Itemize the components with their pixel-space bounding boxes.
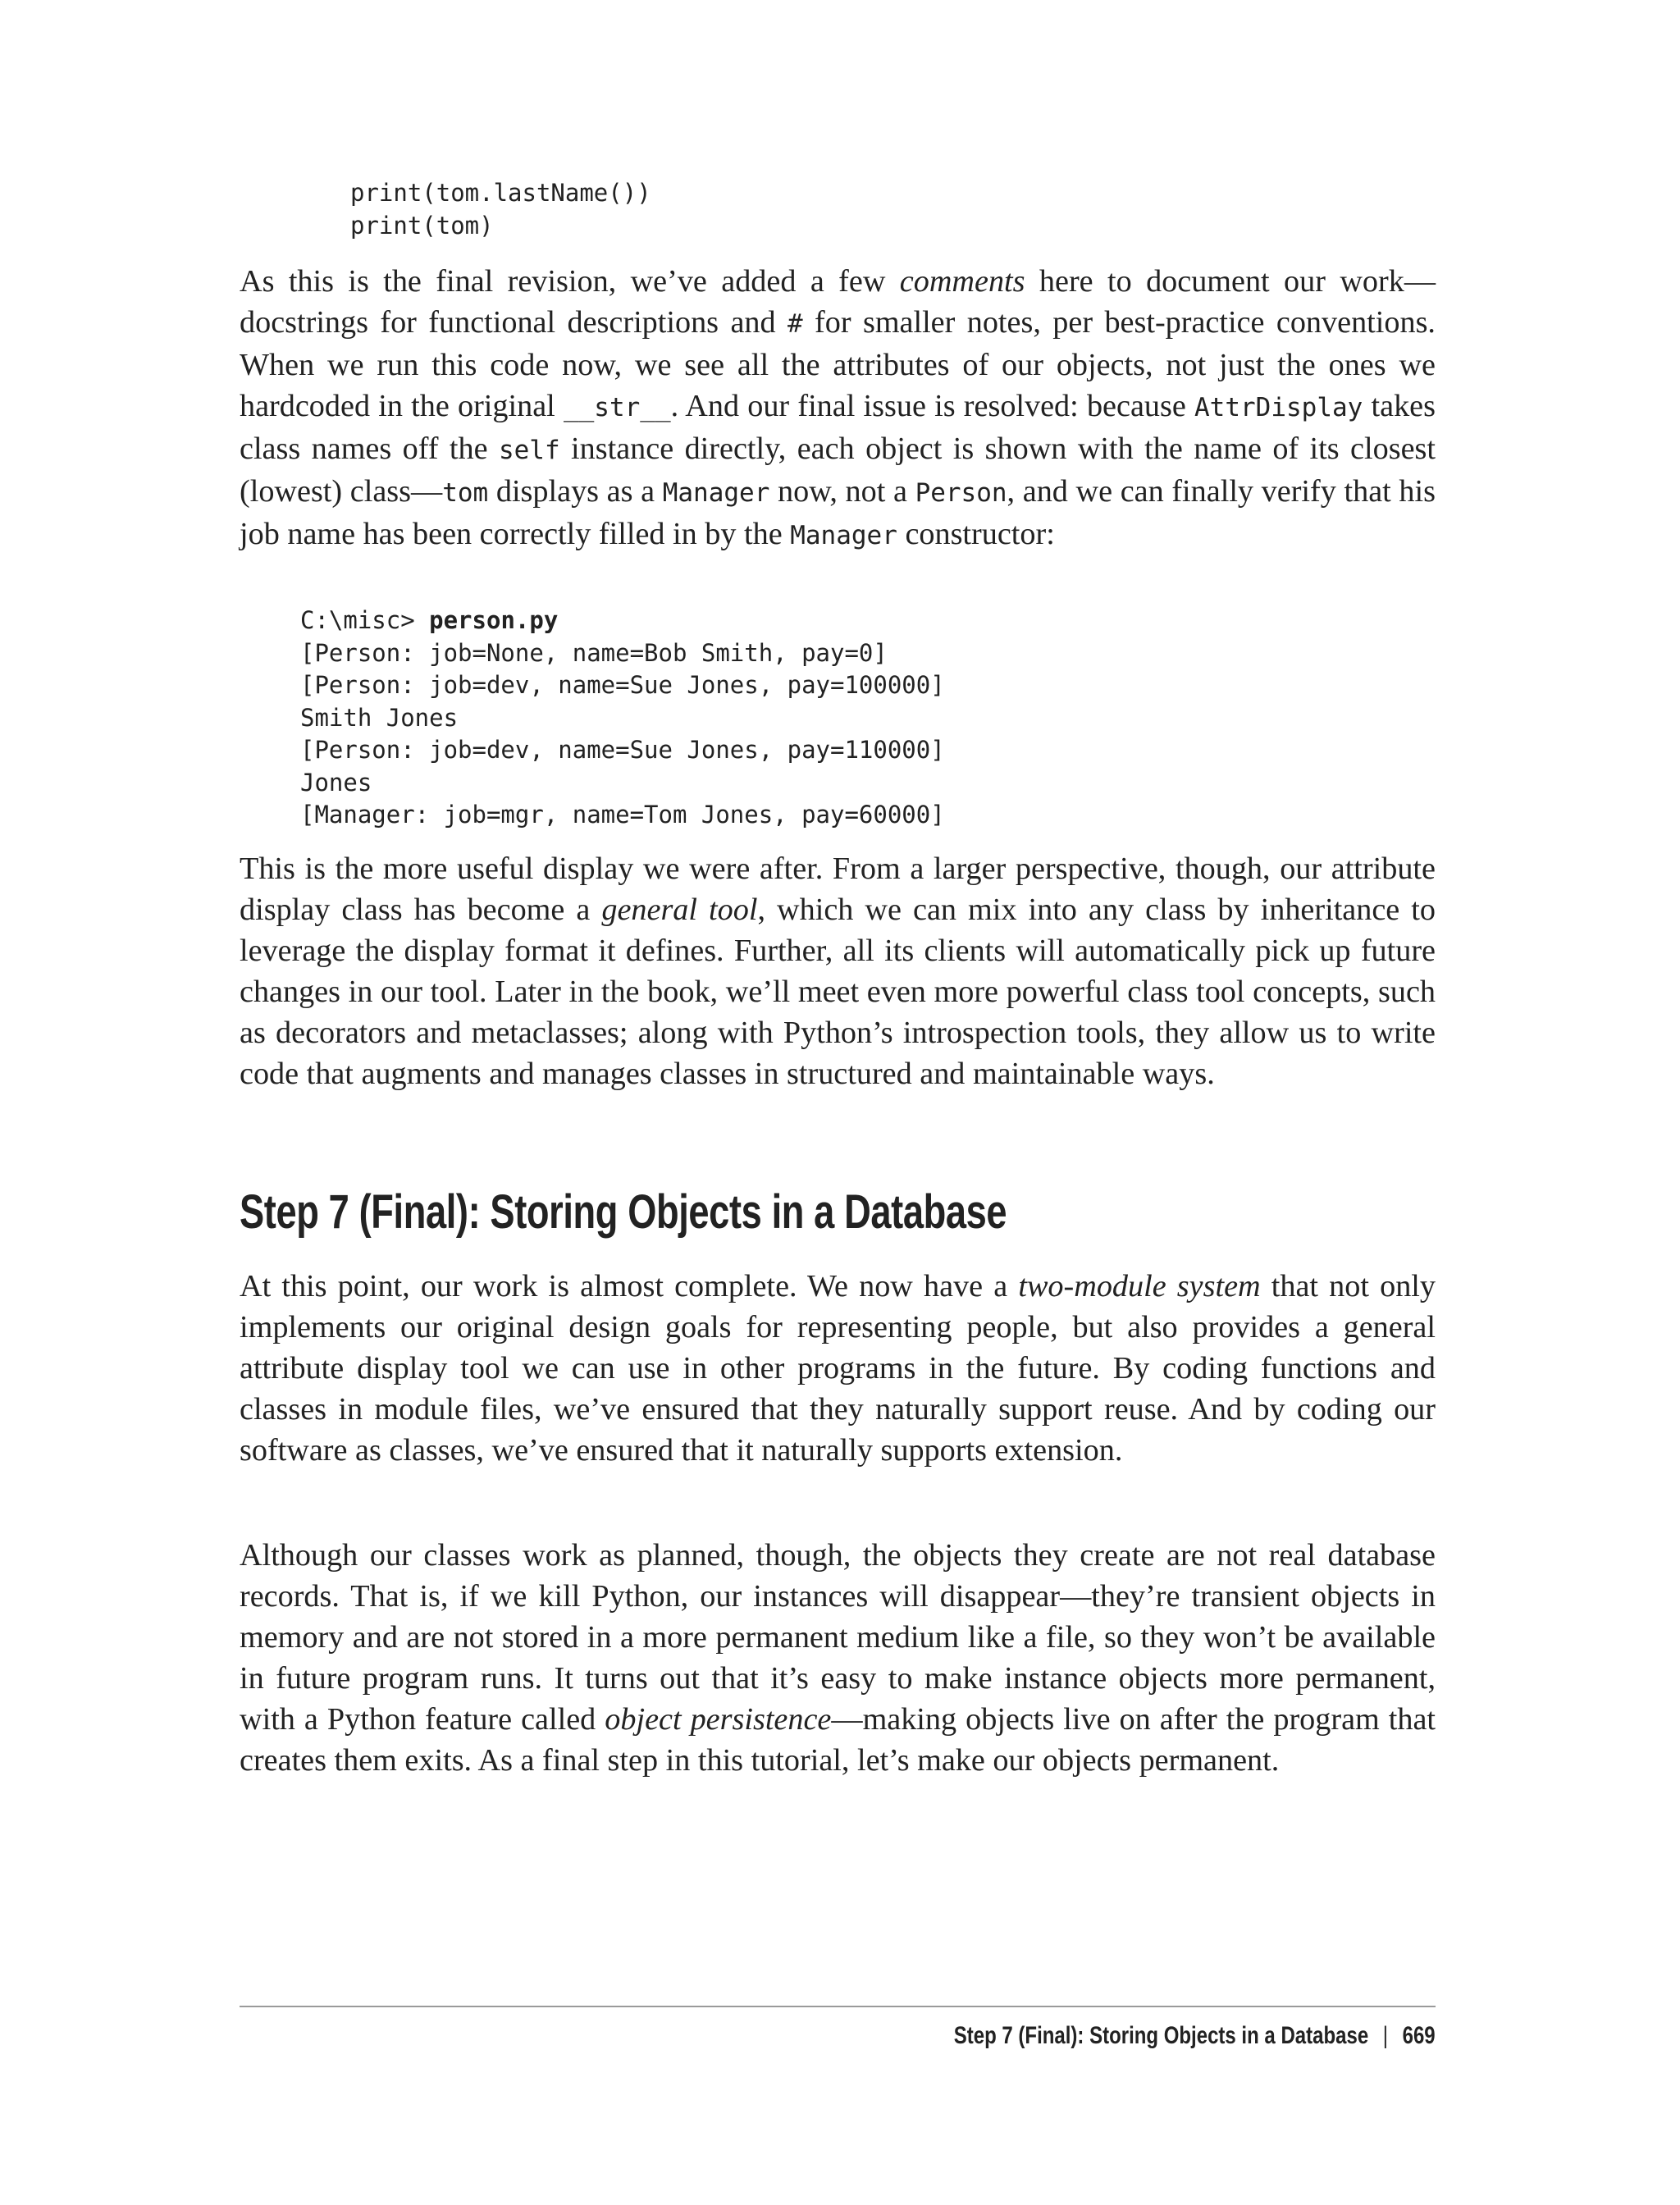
text-run: now, not a — [769, 474, 915, 509]
inline-code: tom — [442, 478, 489, 508]
text-run: At this point, our work is almost complete. We now have a — [240, 1269, 1019, 1303]
console-line: [Person: job=dev, name=Sue Jones, pay=110000] — [300, 736, 945, 764]
text-run: This is the more useful display we were after. From a larger perspective, though, our attribute display class has become a — [240, 851, 1436, 927]
inline-code: # — [787, 309, 803, 339]
text-run: Although our classes work as planned, though, the objects they create are not real database records. That is, if we kill Python, our instances will disappear—they’re transient objects in memory and are not stored in a more permanent medium like a file, so they won’t be available in future program runs. It turns out that it’s easy to make instance objects more permanent, with a Python feature called — [240, 1538, 1436, 1737]
paragraph-useful-display — [240, 848, 1436, 1094]
text-run: for smaller notes, per best-practice conventions. When we run this code now, we see all the attributes of our objects, not just the ones we hardcoded in the original — [240, 305, 1436, 423]
inline-code: Person — [915, 478, 1007, 508]
console-output-block — [300, 605, 945, 832]
paragraph-work-almost-complete — [240, 1266, 1436, 1471]
console-command: person.py — [429, 606, 559, 634]
code-line: print(tom) — [350, 211, 494, 240]
page-footer — [954, 2020, 1436, 2052]
inline-code: self — [498, 436, 560, 465]
code-line: print(tom.lastName()) — [350, 179, 651, 207]
text-run: takes class names off the — [240, 389, 1436, 466]
text-run: , and we can finally verify that his job name has been correctly filled in by the — [240, 474, 1436, 551]
text-run: that not only implements our original design goals for representing people, but also provides a general attribute display tool we can use in other programs in the future. By coding functions and classes in module files, we’ve ensured that they naturally support reuse. And by coding our software as classes, we’ve ensured that it naturally supports extension. — [240, 1269, 1436, 1468]
console-line: Smith Jones — [300, 703, 459, 732]
text-run: . And our final issue is resolved: because — [670, 389, 1195, 423]
console-line: [Manager: job=mgr, name=Tom Jones, pay=60000] — [300, 801, 945, 829]
console-line: [Person: job=dev, name=Sue Jones, pay=100000] — [300, 671, 945, 699]
paragraph-object-persistence — [240, 1535, 1436, 1781]
inline-code: __str__ — [563, 393, 671, 422]
text-run: , which we can mix into any class by inheritance to leverage the display format it defines. Further, all its clients will automatically pick up future changes in our tool. Later in the book, we’ll meet even more powerful class tool concepts, such as decorators and metaclasses; along with Python’s introspection tools, they allow us to write code that augments and manages classes in structured and maintainable ways. — [240, 892, 1436, 1091]
footer-rule — [240, 2006, 1436, 2007]
text-run: constructor: — [897, 517, 1055, 551]
emphasis-term: two-module system — [1018, 1269, 1261, 1303]
code-snippet-print — [350, 177, 651, 242]
text-run: displays as a — [488, 474, 663, 509]
running-title: Step 7 (Final): Storing Objects in a Database — [954, 2022, 1369, 2049]
footer-separator: | — [1383, 2022, 1389, 2049]
emphasis-term: general tool — [601, 892, 758, 927]
console-line: [Person: job=None, name=Bob Smith, pay=0] — [300, 638, 888, 667]
text-run: As this is the final revision, we’ve added a few — [240, 264, 900, 299]
text-run: instance directly, each object is shown with the name of its closest (lowest) class— — [240, 431, 1436, 509]
paragraph-final-revision — [240, 261, 1436, 556]
console-prompt: C:\misc> — [300, 606, 430, 634]
console-line: Jones — [300, 768, 372, 797]
emphasis-term: comments — [899, 264, 1025, 299]
inline-code: AttrDisplay — [1194, 393, 1363, 422]
page-number: 669 — [1402, 2022, 1436, 2049]
inline-code: Manager — [662, 478, 770, 508]
inline-code: Manager — [790, 521, 897, 550]
text-run: —making objects live on after the program that creates them exits. As a final step in this tutorial, let’s make our objects permanent. — [240, 1702, 1436, 1778]
text-run: here to document our work—docstrings for functional descriptions and — [240, 264, 1436, 340]
emphasis-term: object persistence — [605, 1702, 832, 1737]
section-heading: Step 7 (Final): Storing Objects in a Database — [240, 1185, 1007, 1239]
